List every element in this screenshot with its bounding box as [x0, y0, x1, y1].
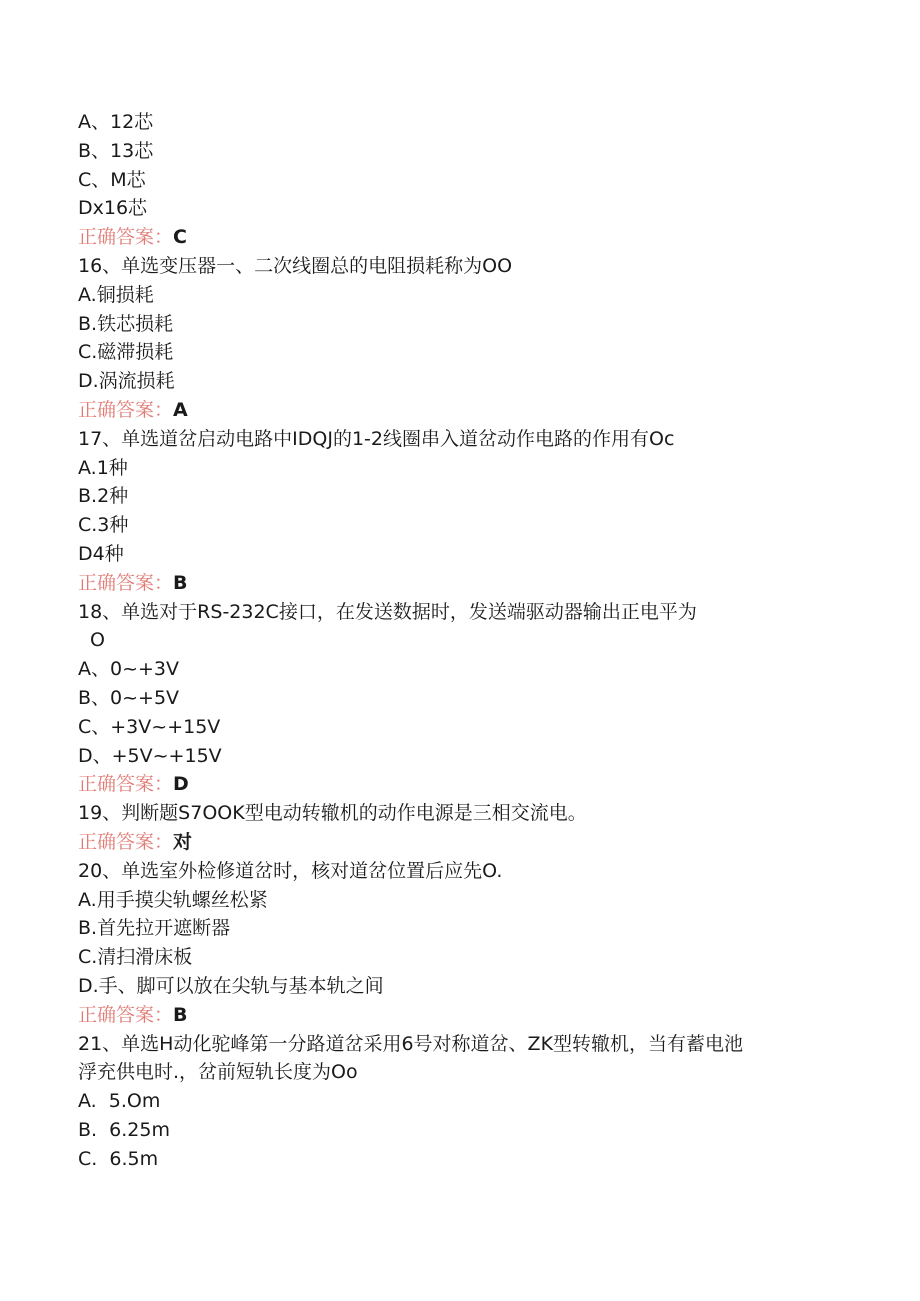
- answer-line: [78, 770, 878, 799]
- answer-line: [78, 223, 878, 252]
- answer-value: D: [173, 773, 189, 796]
- question-continuation: 浮充供电时.，岔前短轨长度为Oo: [78, 1061, 358, 1084]
- answer-line: [78, 828, 878, 857]
- answer-label: 正确答案：: [78, 398, 174, 421]
- option-line: A、0~+3V: [78, 658, 180, 681]
- option-line: B.2种: [78, 485, 129, 508]
- question-line: 19、判断题S7OOK型电动转辙机的动作电源是三相交流电。: [78, 802, 587, 825]
- option-line: A.用手摸尖轨螺丝松紧: [78, 888, 268, 911]
- question-line: 21、单选H动化驼峰第一分路道岔采用6号对称道岔、ZK型转辙机，当有蓄电池: [78, 1032, 744, 1055]
- option-line: C.3种: [78, 514, 129, 537]
- answer-label: 正确答案：: [78, 773, 174, 796]
- option-line: D.手、脚可以放在尖轨与基本轨之间: [78, 974, 384, 997]
- answer-line: [78, 569, 878, 598]
- answer-label: 正确答案：: [78, 226, 174, 249]
- question-continuation: O: [90, 629, 105, 652]
- answer-value: C: [173, 226, 187, 249]
- question-line: 18、单选对于RS-232C接口，在发送数据时，发送端驱动器输出正电平为: [78, 600, 697, 623]
- answer-line: [78, 396, 878, 425]
- option-line: D4种: [78, 542, 124, 565]
- option-line: D.涡流损耗: [78, 370, 175, 393]
- option-line: A.铜损耗: [78, 283, 154, 306]
- answer-label: 正确答案：: [78, 830, 174, 853]
- option-line: Dx16芯: [78, 197, 148, 220]
- answer-value: B: [173, 1003, 188, 1026]
- answer-label: 正确答案：: [78, 571, 174, 594]
- question-line: 17、单选道岔启动电路中IDQJ的1-2线圈串入道岔动作电路的作用有Oc: [78, 427, 675, 450]
- option-line: B. 6.25m: [78, 1118, 170, 1141]
- answer-value: B: [173, 571, 188, 594]
- answer-value: 对: [173, 830, 193, 853]
- option-line: C、M芯: [78, 168, 146, 191]
- option-line: D、+5V~+15V: [78, 744, 222, 767]
- option-line: B、0~+5V: [78, 686, 180, 709]
- option-line: C. 6.5m: [78, 1147, 159, 1170]
- option-line: A.1种: [78, 456, 128, 479]
- answer-value: A: [173, 398, 188, 421]
- option-line: C.清扫滑床板: [78, 946, 193, 969]
- option-line: B.铁芯损耗: [78, 312, 174, 335]
- question-line: 16、单选变压器一、二次线圈总的电阻损耗称为OO: [78, 254, 513, 277]
- question-line: 20、单选室外检修道岔时，核对道岔位置后应先O.: [78, 859, 503, 882]
- document-page: [78, 108, 878, 1173]
- option-line: A、12芯: [78, 111, 154, 133]
- option-line: C.磁滞损耗: [78, 341, 174, 364]
- option-line: B.首先拉开遮断器: [78, 917, 231, 940]
- answer-line: [78, 1001, 878, 1030]
- answer-label: 正确答案：: [78, 1003, 174, 1026]
- option-line: A. 5.Om: [78, 1090, 161, 1113]
- option-line: B、13芯: [78, 139, 154, 162]
- option-line: C、+3V~+15V: [78, 715, 221, 738]
